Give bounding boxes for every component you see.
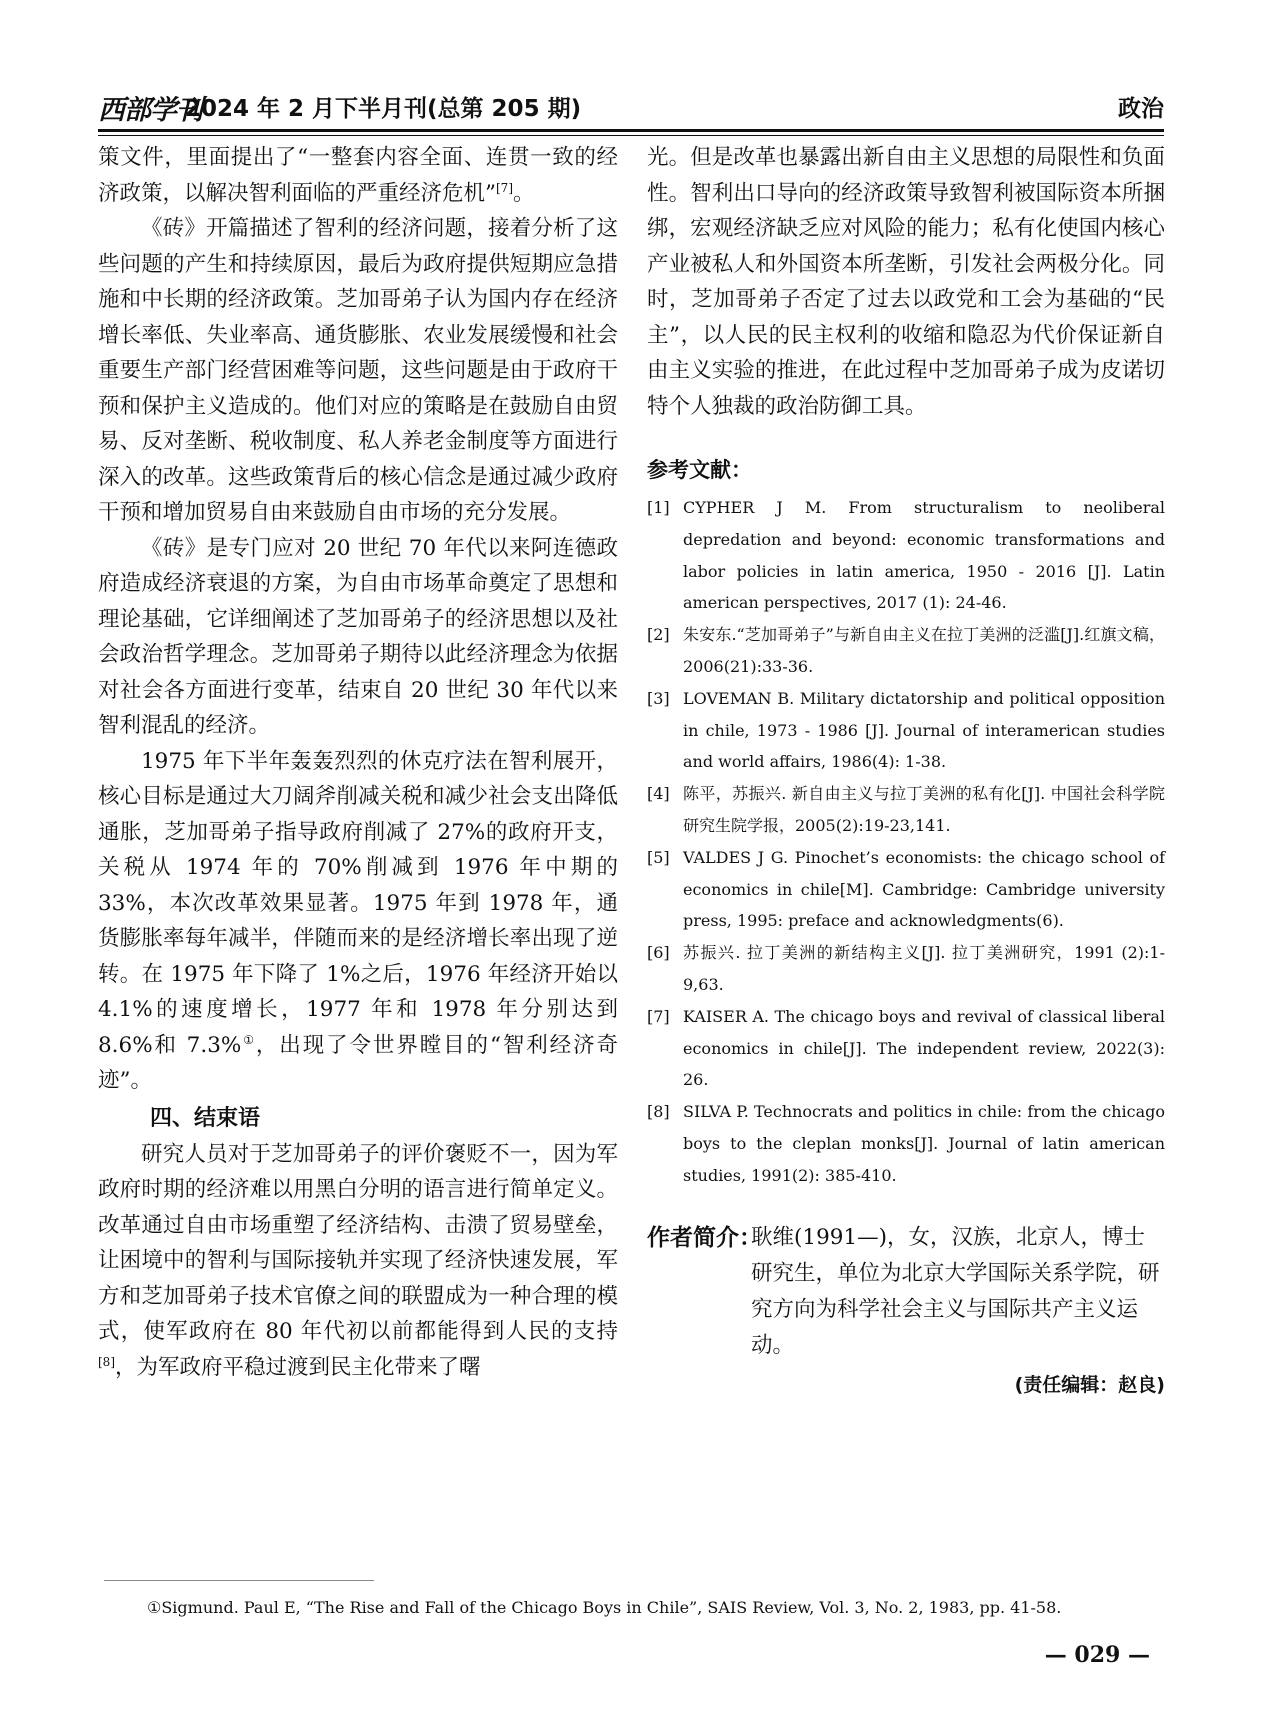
section-label: 政治 <box>1118 96 1164 122</box>
paragraph-3: 《砖》是专门应对 20 世纪 70 年代以来阿连德政府造成经济衰退的方案，为自由市场革命奠定了思想和理论基础，它详细阐述了芝加哥弟子的经济思想以及社会政治哲学理念。芝加哥弟子期待以此经济理念为依据对社会各方面进行变革，结束自 20 世纪 30 年代以来智利混乱的经济。 <box>98 535 618 738</box>
reference-item: [1] CYPHER J M. From structuralism to neoliberal depredation and beyond: economic transformations and labor policies in latin america, 1950 - 2016 [J]. Latin american perspectives, 2017 (1): 24-46. <box>647 498 1165 613</box>
footnote-marker: ① <box>241 1032 256 1047</box>
section-heading-conclusion: 四、结束语 <box>150 1105 261 1131</box>
header-rule <box>98 129 1164 132</box>
journal-logo: 西部学刊 <box>98 95 202 126</box>
author-bio <box>647 1220 1165 1364</box>
footnote-divider <box>104 1580 374 1581</box>
reference-item: [6] 苏振兴. 拉丁美洲的新结构主义[J]. 拉丁美洲研究，1991 (2):1-9,63. <box>647 943 1165 994</box>
paragraph-5: 研究人员对于芝加哥弟子的评价褒贬不一，因为军政府时期的经济难以用黑白分明的语言进行简单定义。改革通过自由市场重塑了经济结构、击溃了贸易壁垒，让困境中的智利与国际接轨并实现了经济快速发展，军方和芝加哥弟子技术官僚之间的联盟成为一种合理的模式，使军政府在 80 年代初以前都能得到人民的支持[8]，为军政府平稳过渡到民主化带来了曙 <box>98 1141 618 1380</box>
page-number: — 029 — <box>1044 1642 1150 1668</box>
responsible-editor: (责任编辑：赵良) <box>1014 1373 1165 1396</box>
citation-marker: [8] <box>98 1354 115 1369</box>
author-bio-label: 作者简介： <box>647 1224 762 1251</box>
paragraph-4: 1975 年下半年轰轰烈烈的休克疗法在智利展开，核心目标是通过大刀阔斧削减关税和减少社会支出降低通胀，芝加哥弟子指导政府削减了 27%的政府开支，关税从 1974 年的 70%削减到 1976 年中期的 33%，本次改革效果显著。1975 年到 1978 年，通货膨胀率每年减半，伴随而来的是经济增长率出现了逆转。在 1975 年下降了 1%之后，1976 年经济开始以 4.1%的速度增长，1977 年和 1978 年分别达到 8.6%和 7.3%①，出现了令世界瞠目的“智利经济奇迹”。 <box>98 748 619 1093</box>
citation-marker: [7] <box>496 180 513 195</box>
issue-label: 2024 年 2 月下半月刊(总第 205 期) <box>185 96 582 122</box>
reference-item: [2] 朱安东.“芝加哥弟子”与新自由主义在拉丁美洲的泛滥[J].红旗文稿，2006(21):33-36. <box>647 625 1165 676</box>
references-list <box>647 492 1165 1192</box>
paragraph-2: 《砖》开篇描述了智利的经济问题，接着分析了这些问题的产生和持续原因，最后为政府提供短期应急措施和中长期的经济政策。芝加哥弟子认为国内存在经济增长率低、失业率高、通货膨胀、农业发展缓慢和社会重要生产部门经营困难等问题，这些问题是由于政府干预和保护主义造成的。他们对应的策略是在鼓励自由贸易、反对垄断、税收制度、私人养老金制度等方面进行深入的改革。这些政策背后的核心信念是通过减少政府干预和增加贸易自由来鼓励自由市场的充分发展。 <box>98 216 618 525</box>
right-column <box>647 140 1165 1402</box>
reference-item: [8] SILVA P. Technocrats and politics in chile: from the chicago boys to the cleplan monks[J]. Journal of latin american studies, 1991(2): 385-410. <box>647 1102 1165 1185</box>
page-header <box>98 84 1164 124</box>
reference-item: [5] VALDES J G. Pinochet’s economists: the chicago school of economics in chile[M]. Cambridge: Cambridge university press, 1995: preface and acknowledgments(6). <box>647 847 1165 931</box>
header-rule-thin <box>98 135 1164 136</box>
paragraph-1: 策文件，里面提出了“一整套内容全面、连贯一致的经济政策，以解决智利面临的严重经济危机”[7]。 <box>98 145 618 206</box>
reference-item: [7] KAISER A. The chicago boys and revival of classical liberal economics in chile[J]. The independent review, 2022(3): 26. <box>647 1006 1165 1090</box>
footnote: ①Sigmund. Paul E, “The Rise and Fall of the Chicago Boys in Chile”, SAIS Review, Vol. 3, No. 2, 1983, pp. 41-58. <box>147 1598 1062 1617</box>
author-bio-text: 耿维(1991—)，女，汉族，北京人，博士研究生，单位为北京大学国际关系学院，研究方向为科学社会主义与国际共产主义运动。 <box>751 1224 1160 1358</box>
left-column <box>98 140 618 1385</box>
references-title: 参考文献： <box>647 458 752 482</box>
reference-item: [4] 陈平，苏振兴. 新自由主义与拉丁美洲的私有化[J]. 中国社会科学院研究生院学报，2005(2):19-23,141. <box>647 784 1165 835</box>
paragraph-6: 光。但是改革也暴露出新自由主义思想的局限性和负面性。智利出口导向的经济政策导致智利被国际资本所捆绑，宏观经济缺乏应对风险的能力；私有化使国内核心产业被私人和外国资本所垄断，引发社会两极分化。同时，芝加哥弟子否定了过去以政党和工会为基础的“民主”，以人民的民主权利的收缩和隐忍为代价保证新自由主义实验的推进，在此过程中芝加哥弟子成为皮诺切特个人独裁的政治防御工具。 <box>647 145 1165 419</box>
reference-item: [3] LOVEMAN B. Military dictatorship and political opposition in chile, 1973 - 1986 [J]. Journal of interamerican studies and world affairs, 1986(4): 1-38. <box>647 688 1165 772</box>
